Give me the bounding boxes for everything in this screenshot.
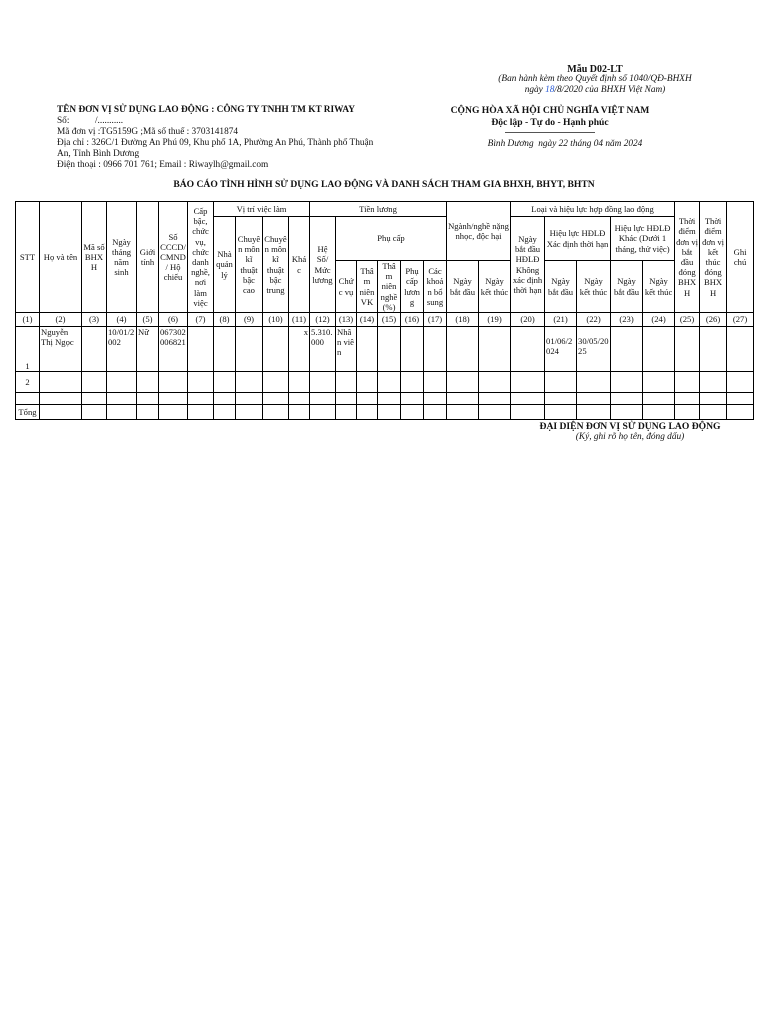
cell-bhxh-start xyxy=(675,327,700,372)
total-label: Tổng xyxy=(16,405,40,420)
header-contract-group: Loại và hiệu lực hợp đồng lao động xyxy=(511,202,675,217)
col-number: (8) xyxy=(214,313,236,327)
header-definite-end: Ngày kết thúc xyxy=(577,261,611,313)
col-number: (26) xyxy=(700,313,727,327)
cell-other-end xyxy=(643,327,675,372)
cell-definite-start: 01/06/2024 xyxy=(545,327,577,372)
header-other-end: Ngày kết thúc xyxy=(643,261,675,313)
cell-stt: 1 xyxy=(16,327,40,372)
col-number: (18) xyxy=(447,313,479,327)
header-tech-high: Chuyên môn kĩ thuật bậc cao xyxy=(236,217,263,313)
cell-manager xyxy=(214,327,236,372)
cell-job-seniority xyxy=(378,327,401,372)
header-hazard-group: Ngành/nghề nặng nhọc, độc hại xyxy=(447,202,511,261)
header-note: Ghi chú xyxy=(727,202,754,313)
report-title: BÁO CÁO TÌNH HÌNH SỬ DỤNG LAO ĐỘNG VÀ DANH SÁCH THAM GIA BHXH, BHYT, BHTN xyxy=(173,179,595,190)
form-issue-line1: (Ban hành kèm theo Quyết định số 1040/QĐ-BHXH xyxy=(498,74,692,84)
cell-hazard-end xyxy=(479,327,511,372)
address-line1: Địa chỉ : 326C/1 Đường An Phú 09, Khu phố 1A, Phường An Phú, Thành phố Thuận xyxy=(57,138,374,148)
signature-note: (Ký, ghi rõ họ tên, đóng dấu) xyxy=(575,432,685,442)
col-number: (10) xyxy=(263,313,289,327)
cell-note xyxy=(727,327,754,372)
col-number: (17) xyxy=(424,313,447,327)
form-issue-line2 xyxy=(460,85,730,96)
column-number-row xyxy=(16,313,754,327)
header-salary-group: Tiền lương xyxy=(310,202,447,217)
header-rank: Cấp bậc, chức vụ, chức danh nghề, nơi làm việc xyxy=(188,202,214,313)
header-bhxh: Mã số BHXH xyxy=(82,202,107,313)
table-row xyxy=(16,327,754,372)
col-number: (5) xyxy=(137,313,159,327)
cell-seniority xyxy=(357,327,378,372)
header-salary-allow: Phụ cấp lương xyxy=(401,261,424,313)
header-name: Họ và tên xyxy=(40,202,82,313)
cell-extra xyxy=(424,327,447,372)
cell-other: x xyxy=(289,327,310,372)
header-id: Số CCCD/ CMND / Hộ chiếu xyxy=(159,202,188,313)
col-number: (11) xyxy=(289,313,310,327)
issue-day: 18 xyxy=(545,85,555,95)
form-issue-note xyxy=(460,74,730,96)
nation-header xyxy=(430,105,670,133)
col-number: (1) xyxy=(16,313,40,327)
header-allowance-group: Phụ cấp xyxy=(336,217,447,261)
cell-position-allow: Nhân viên xyxy=(336,327,357,372)
header-coef: Hệ Số/ Mức lương xyxy=(310,217,336,313)
nation-motto: Độc lập - Tự do - Hạnh phúc xyxy=(491,117,609,128)
header-stt: STT xyxy=(16,202,40,313)
col-number: (19) xyxy=(479,313,511,327)
col-number: (14) xyxy=(357,313,378,327)
cell-bhxh-end xyxy=(700,327,727,372)
header-position-group: Vị trí việc làm xyxy=(214,202,310,217)
col-number: (6) xyxy=(159,313,188,327)
cell-other-start xyxy=(611,327,643,372)
table-row xyxy=(16,372,754,393)
dateline: Bình Dương ngày 22 tháng 04 năm 2024 xyxy=(487,139,643,149)
cell-dob: 10/01/2002 xyxy=(107,327,137,372)
col-number: (25) xyxy=(675,313,700,327)
col-number: (12) xyxy=(310,313,336,327)
labor-report-table xyxy=(15,201,754,420)
col-number: (15) xyxy=(378,313,401,327)
col-number: (3) xyxy=(82,313,107,327)
cell-id: 067302006821 xyxy=(159,327,188,372)
header-hazard-end: Ngày kết thúc xyxy=(479,261,511,313)
header-definite-start: Ngày bắt đầu xyxy=(545,261,577,313)
header-bhxh-end: Thời điểm đơn vị kết thúc đóng BHXH xyxy=(700,202,727,313)
cell-stt: 2 xyxy=(16,372,40,393)
col-number: (4) xyxy=(107,313,137,327)
cell-salary-allow xyxy=(401,327,424,372)
col-number: (7) xyxy=(188,313,214,327)
unit-code: Mã đơn vị :TG5159G ;Mã số thuế : 3703141874 xyxy=(57,127,239,137)
col-number: (20) xyxy=(511,313,545,327)
header-hazard-start: Ngày bắt đầu xyxy=(447,261,479,313)
cell-bhxh xyxy=(82,327,107,372)
col-number: (16) xyxy=(401,313,424,327)
header-manager: Nhà quản lý xyxy=(214,217,236,313)
table-row xyxy=(16,393,754,405)
doc-number: Số: /........... xyxy=(57,116,124,126)
cell-tech-mid xyxy=(263,327,289,372)
cell-gender: Nữ xyxy=(137,327,159,372)
issue-date-prefix: ngày xyxy=(524,85,546,95)
cell-name: Nguyễn Thị Ngọc xyxy=(40,327,82,372)
header-tech-mid: Chuyên môn kĩ thuật bậc trung xyxy=(263,217,289,313)
col-number: (2) xyxy=(40,313,82,327)
signature-title: ĐẠI DIỆN ĐƠN VỊ SỬ DỤNG LAO ĐỘNG xyxy=(539,421,721,432)
org-info xyxy=(57,105,397,171)
issue-date-suffix: /8/2020 của BHXH Việt Nam) xyxy=(554,85,666,95)
header-indefinite: Ngày bắt đầu HĐLĐ Không xác định thời hạn xyxy=(511,217,545,313)
motto-underline xyxy=(505,132,595,133)
cell-hazard-start xyxy=(447,327,479,372)
contact-info: Điện thoại : 0966 701 761; Email : Riwaylh@gmail.com xyxy=(57,160,269,170)
header-dob: Ngày tháng năm sinh xyxy=(107,202,137,313)
cell-coef: 5.310.000 xyxy=(310,327,336,372)
col-number: (24) xyxy=(643,313,675,327)
col-number: (21) xyxy=(545,313,577,327)
col-number: (13) xyxy=(336,313,357,327)
col-number: (23) xyxy=(611,313,643,327)
cell-indefinite xyxy=(511,327,545,372)
header-job-seniority: Thâm niên nghề (%) xyxy=(378,261,401,313)
cell-definite-end: 30/05/2025 xyxy=(577,327,611,372)
header-gender: Giới tính xyxy=(137,202,159,313)
address-line2: An, Tỉnh Bình Dương xyxy=(57,149,140,159)
col-number: (27) xyxy=(727,313,754,327)
col-number: (9) xyxy=(236,313,263,327)
header-bhxh-start: Thời điểm đơn vị bắt đầu đóng BHXH xyxy=(675,202,700,313)
header-seniority: Thâm niên VK xyxy=(357,261,378,313)
header-extra: Các khoản bổ sung xyxy=(424,261,447,313)
header-other-start: Ngày bắt đầu xyxy=(611,261,643,313)
header-other-contract: Hiệu lực HĐLĐ Khác (Dưới 1 tháng, thử việc) xyxy=(611,217,675,261)
cell-rank xyxy=(188,327,214,372)
org-name: TÊN ĐƠN VỊ SỬ DỤNG LAO ĐỘNG : CÔNG TY TNHH TM KT RIWAY xyxy=(57,105,355,115)
nation-title: CỘNG HÒA XÃ HỘI CHỦ NGHĨA VIỆT NAM xyxy=(450,105,650,116)
header-other: Khác xyxy=(289,217,310,313)
cell-tech-high xyxy=(236,327,263,372)
header-position-allow: Chức vụ xyxy=(336,261,357,313)
total-row xyxy=(16,405,754,420)
header-definite: Hiệu lực HĐLĐ Xác định thời hạn xyxy=(545,217,611,261)
col-number: (22) xyxy=(577,313,611,327)
form-code: Mẫu D02-LT xyxy=(567,64,623,75)
